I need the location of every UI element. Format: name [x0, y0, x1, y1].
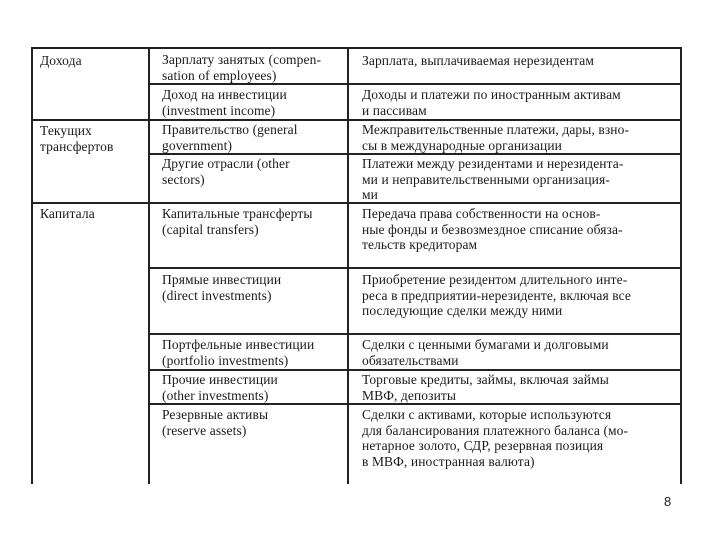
item-cell — [162, 337, 314, 368]
category-cell — [40, 123, 113, 154]
cell-line: Прочие инвестиции — [162, 372, 278, 387]
description-cell — [362, 272, 631, 319]
table-border-left — [31, 47, 33, 484]
cell-line: трансфертов — [40, 138, 114, 154]
description-cell — [362, 122, 629, 153]
cell-line: обязательствами — [362, 352, 459, 368]
item-cell — [162, 206, 313, 237]
row-divider — [148, 369, 682, 371]
cell-line: Резервные активы — [162, 407, 269, 422]
cell-line: (reserve assets) — [162, 422, 247, 438]
cell-line: (investment income) — [162, 102, 276, 118]
item-cell — [162, 156, 290, 187]
cell-line: ми — [362, 187, 378, 202]
cell-line: Межправительственные платежи, дары, взно- — [362, 122, 630, 137]
cell-line: тельств кредиторам — [362, 237, 478, 252]
cell-line: реса в предприятии-нерезиденте, включая все — [362, 287, 632, 303]
cell-line: Дохода — [40, 53, 82, 68]
description-cell — [362, 407, 628, 469]
item-cell — [162, 372, 278, 403]
cell-line: Капитала — [40, 206, 95, 221]
cell-line: для балансирования платежного баланса (мо- — [362, 422, 629, 438]
description-cell — [362, 87, 621, 118]
item-cell — [162, 272, 281, 303]
cell-line: sation of employees) — [162, 67, 277, 83]
row-divider — [148, 267, 682, 269]
cell-line: нетарное золото, СДР, резервная позиция — [362, 438, 604, 453]
item-cell — [162, 87, 287, 118]
cell-line: (other investments) — [162, 387, 269, 403]
row-divider — [148, 153, 682, 155]
row-divider — [31, 119, 682, 121]
cell-line: Капитальные трансферты — [162, 206, 313, 221]
description-cell — [362, 337, 609, 368]
cell-line: (direct investments) — [162, 287, 272, 303]
row-divider — [148, 333, 682, 335]
cell-line: Сделки с активами, которые используются — [362, 407, 612, 422]
row-divider — [148, 83, 682, 85]
cell-line: sectors) — [162, 171, 205, 187]
table-border-top — [31, 47, 682, 49]
row-divider — [148, 403, 682, 405]
cell-line: Торговые кредиты, займы, включая займы — [362, 372, 609, 387]
cell-line: Передача права собственности на основ- — [362, 206, 601, 221]
cell-line: government) — [162, 137, 233, 153]
cell-line: Платежи между резидентами и нерезидента- — [362, 156, 624, 171]
balance-of-payments-table — [31, 47, 682, 484]
description-cell — [362, 372, 609, 403]
description-cell — [362, 156, 623, 203]
cell-line: Зарплата, выплачиваемая нерезидентам — [362, 53, 594, 68]
cell-line: Доход на инвестиции — [162, 87, 287, 102]
cell-line: и пассивам — [362, 102, 427, 118]
page-number: 8 — [664, 494, 672, 509]
cell-line: в МВФ, иностранная валюта) — [362, 453, 535, 469]
cell-line: Зарплату занятых (compen- — [162, 52, 322, 67]
cell-line: (portfolio investments) — [162, 352, 289, 368]
cell-line: ми и неправительственными организация- — [362, 171, 610, 187]
description-cell — [362, 206, 623, 253]
cell-line: Текущих — [40, 123, 92, 138]
table-border-right — [680, 47, 682, 484]
item-cell — [162, 122, 298, 153]
category-cell — [40, 53, 82, 69]
cell-line: Приобретение резидентом длительного инте- — [362, 272, 628, 287]
column-divider-1 — [148, 47, 150, 484]
cell-line: ные фонды и безвозмездное списание обяза- — [362, 221, 623, 237]
cell-line: Доходы и платежи по иностранным активам — [362, 87, 621, 102]
item-cell — [162, 52, 321, 83]
column-divider-2 — [347, 47, 349, 484]
description-cell — [362, 53, 594, 69]
cell-line: Правительство (general — [162, 122, 298, 137]
cell-line: последующие сделки между ними — [362, 303, 563, 318]
cell-line: (capital transfers) — [162, 221, 259, 237]
cell-line: Портфельные инвестиции — [162, 337, 315, 352]
cell-line: Прямые инвестиции — [162, 272, 282, 287]
cell-line: сы в международные организации — [362, 137, 563, 153]
cell-line: МВФ, депозиты — [362, 387, 457, 403]
item-cell — [162, 407, 268, 438]
cell-line: Другие отрасли (other — [162, 156, 290, 171]
cell-line: Сделки с ценными бумагами и долговыми — [362, 337, 609, 352]
category-cell — [40, 206, 95, 222]
